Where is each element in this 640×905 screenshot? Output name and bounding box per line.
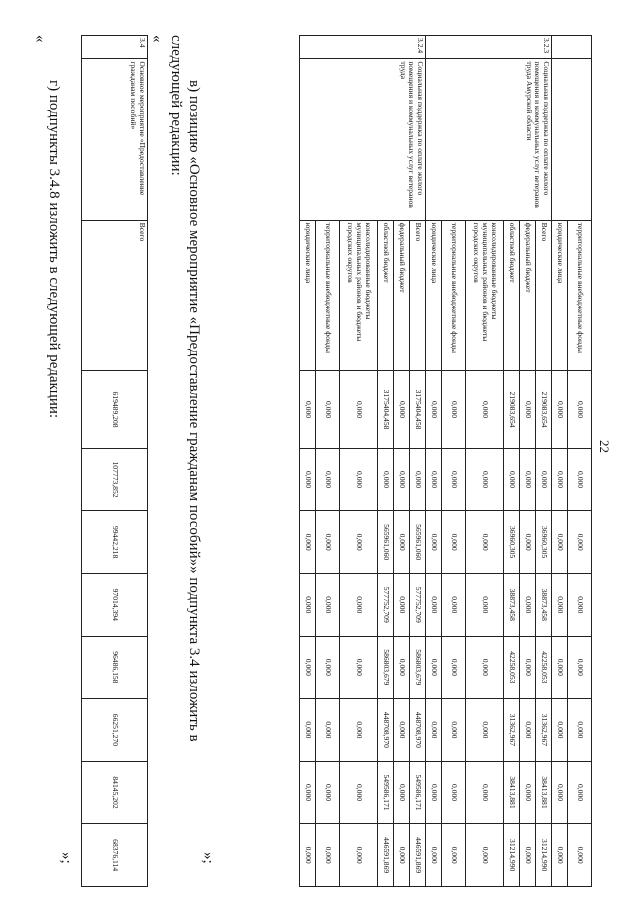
value-cell: 0,000 — [394, 761, 410, 824]
value-cell: 0,000 — [300, 371, 316, 448]
rotated-page — [32, 20, 612, 895]
value-cell: 0,000 — [394, 699, 410, 762]
measure-table — [81, 35, 148, 887]
value-cell: 0,000 — [552, 636, 568, 699]
paragraph-v-continued: следующей редакции: — [168, 35, 184, 176]
value-cell: 0,000 — [340, 761, 378, 824]
value-cell: 3175404,458 — [410, 371, 426, 448]
value-cell: 0,000 — [520, 636, 536, 699]
value-cell: 577752,709 — [410, 573, 426, 636]
funding-source: юридические лица — [426, 220, 442, 371]
funding-source: областной бюджет — [504, 220, 520, 371]
item-number — [552, 36, 592, 59]
open-quote-2: « — [32, 35, 48, 43]
table-row — [82, 36, 148, 887]
value-cell: 448708,970 — [378, 699, 394, 762]
value-cell: 0,000 — [394, 511, 410, 574]
value-cell: 0,000 — [568, 371, 592, 448]
value-cell: 0,000 — [552, 573, 568, 636]
item-name: Социальная поддержка по оплате жилого помещения и коммунальных услуг ветеранов труда Амурской области — [426, 59, 552, 220]
value-cell: 219083,654 — [536, 371, 552, 448]
value-cell: 38413,881 — [536, 761, 552, 824]
funding-table — [299, 35, 592, 887]
value-cell: 0,000 — [568, 824, 592, 887]
value-cell: 3175404,458 — [378, 371, 394, 448]
value-cell: 42258,053 — [504, 636, 520, 699]
value-cell: 38413,881 — [504, 761, 520, 824]
value-cell: 0,000 — [552, 699, 568, 762]
funding-source: Всего — [536, 220, 552, 371]
value-cell: 0,000 — [316, 371, 340, 448]
value-cell: 0,000 — [340, 636, 378, 699]
value-cell: 68376,114 — [82, 824, 148, 887]
value-cell: 0,000 — [316, 573, 340, 636]
funding-source: областной бюджет — [378, 220, 394, 371]
value-cell: 0,000 — [568, 448, 592, 511]
value-cell: 565961,060 — [378, 511, 394, 574]
value-cell: 0,000 — [442, 371, 466, 448]
funding-source: федеральный бюджет — [520, 220, 536, 371]
value-cell: 0,000 — [442, 448, 466, 511]
value-cell: 0,000 — [340, 511, 378, 574]
value-cell: 0,000 — [316, 511, 340, 574]
value-cell: 0,000 — [552, 761, 568, 824]
value-cell: 0,000 — [300, 636, 316, 699]
value-cell: 0,000 — [340, 699, 378, 762]
value-cell: 0,000 — [300, 824, 316, 887]
value-cell: 577752,709 — [378, 573, 394, 636]
item-number: 3.2.3 — [426, 36, 552, 59]
value-cell: 0,000 — [378, 448, 394, 511]
item-name — [552, 59, 592, 220]
value-cell: 107773,852 — [82, 448, 148, 511]
value-cell: 549586,171 — [378, 761, 394, 824]
value-cell: 0,000 — [568, 636, 592, 699]
value-cell: 0,000 — [410, 448, 426, 511]
page-number: 22 — [597, 440, 612, 453]
value-cell: 0,000 — [536, 448, 552, 511]
value-cell: 36960,305 — [536, 511, 552, 574]
value-cell: 0,000 — [504, 448, 520, 511]
closing-quote-2: »; — [58, 852, 74, 864]
value-cell: 0,000 — [316, 699, 340, 762]
value-cell: 0,000 — [552, 371, 568, 448]
value-cell: 31362,967 — [536, 699, 552, 762]
funding-source: консолидированные бюджеты муниципальных районов и бюджеты городских округов — [466, 220, 504, 371]
table-row — [536, 36, 552, 887]
value-cell: 96486,158 — [82, 636, 148, 699]
measure-number: 3.4 — [82, 36, 148, 59]
paragraph-g: г) подпункты 3.4.8 изложить в следующей редакции: — [46, 80, 62, 419]
value-cell: 0,000 — [466, 636, 504, 699]
value-cell: 38873,458 — [504, 573, 520, 636]
value-cell: 0,000 — [520, 448, 536, 511]
value-cell: 0,000 — [394, 636, 410, 699]
value-cell: 0,000 — [300, 761, 316, 824]
value-cell: 549586,171 — [410, 761, 426, 824]
item-number: 3.2.4 — [300, 36, 426, 59]
funding-source: территориальные внебюджетные фонды — [316, 220, 340, 371]
value-cell: 586803,679 — [410, 636, 426, 699]
value-cell: 0,000 — [442, 511, 466, 574]
value-cell: 0,000 — [568, 511, 592, 574]
value-cell: 0,000 — [552, 824, 568, 887]
funding-source: консолидированные бюджеты муниципальных районов и бюджеты городских округов — [340, 220, 378, 371]
value-cell: 446591,869 — [378, 824, 394, 887]
value-cell: 0,000 — [300, 448, 316, 511]
value-cell: 0,000 — [426, 761, 442, 824]
value-cell: 0,000 — [394, 824, 410, 887]
value-cell: 0,000 — [426, 448, 442, 511]
value-cell: 565961,060 — [410, 511, 426, 574]
value-cell: 0,000 — [426, 699, 442, 762]
value-cell: 38873,458 — [536, 573, 552, 636]
value-cell: 31214,990 — [504, 824, 520, 887]
value-cell: 0,000 — [466, 573, 504, 636]
value-cell: 619489,208 — [82, 371, 148, 448]
value-cell: 219083,654 — [504, 371, 520, 448]
funding-source: Всего — [410, 220, 426, 371]
value-cell: 31214,990 — [536, 824, 552, 887]
value-cell: 0,000 — [442, 761, 466, 824]
measure-name: Основное мероприятие «Предоставление гражданам пособий» — [82, 59, 148, 220]
funding-source: юридические лица — [552, 220, 568, 371]
value-cell: 0,000 — [316, 448, 340, 511]
value-cell: 0,000 — [426, 371, 442, 448]
value-cell: 0,000 — [520, 371, 536, 448]
value-cell: 36960,305 — [504, 511, 520, 574]
value-cell: 0,000 — [426, 573, 442, 636]
value-cell: 0,000 — [426, 824, 442, 887]
item-name: Социальная поддержка по оплате жилого помещения и коммунальных услуг ветеранов труда — [300, 59, 426, 220]
value-cell: 42258,053 — [536, 636, 552, 699]
value-cell: 0,000 — [300, 699, 316, 762]
value-cell: 0,000 — [340, 573, 378, 636]
value-cell: 0,000 — [426, 511, 442, 574]
paragraph-v: в) позицию «Основное мероприятие «Предоставление гражданам пособий»» подпункта 3.4 изложить в — [186, 80, 202, 742]
value-cell: 0,000 — [466, 511, 504, 574]
value-cell: 0,000 — [466, 761, 504, 824]
value-cell: 446591,869 — [410, 824, 426, 887]
funding-source: федеральный бюджет — [394, 220, 410, 371]
value-cell: 0,000 — [394, 448, 410, 511]
value-cell: 0,000 — [466, 448, 504, 511]
value-cell: 99442,218 — [82, 511, 148, 574]
value-cell: 0,000 — [552, 448, 568, 511]
funding-source: территориальные внебюджетные фонды — [568, 220, 592, 371]
value-cell: 0,000 — [394, 573, 410, 636]
value-cell: 0,000 — [466, 699, 504, 762]
value-cell: 0,000 — [466, 371, 504, 448]
value-cell: 0,000 — [300, 573, 316, 636]
value-cell: 0,000 — [340, 448, 378, 511]
value-cell: 0,000 — [442, 824, 466, 887]
value-cell: 97014,394 — [82, 573, 148, 636]
value-cell: 0,000 — [340, 824, 378, 887]
funding-source: юридические лица — [300, 220, 316, 371]
funding-source: Всего — [82, 220, 148, 371]
value-cell: 0,000 — [520, 761, 536, 824]
value-cell: 0,000 — [568, 761, 592, 824]
table-row — [568, 36, 592, 887]
value-cell: 0,000 — [316, 761, 340, 824]
value-cell: 31362,967 — [504, 699, 520, 762]
value-cell: 0,000 — [442, 636, 466, 699]
value-cell: 0,000 — [568, 699, 592, 762]
value-cell: 586803,679 — [378, 636, 394, 699]
value-cell: 0,000 — [520, 824, 536, 887]
value-cell: 0,000 — [520, 573, 536, 636]
funding-source: территориальные внебюджетные фонды — [442, 220, 466, 371]
closing-quote-1: »; — [200, 852, 216, 864]
value-cell: 0,000 — [568, 573, 592, 636]
value-cell: 0,000 — [442, 699, 466, 762]
value-cell: 0,000 — [552, 511, 568, 574]
value-cell: 0,000 — [394, 371, 410, 448]
value-cell: 84145,202 — [82, 761, 148, 824]
value-cell: 0,000 — [520, 699, 536, 762]
open-quote-1: « — [149, 35, 165, 43]
value-cell: 0,000 — [466, 824, 504, 887]
document-page — [32, 20, 612, 895]
value-cell: 0,000 — [316, 824, 340, 887]
value-cell: 0,000 — [520, 511, 536, 574]
value-cell: 0,000 — [340, 371, 378, 448]
table-row — [410, 36, 426, 887]
value-cell: 0,000 — [316, 636, 340, 699]
value-cell: 448708,970 — [410, 699, 426, 762]
value-cell: 0,000 — [442, 573, 466, 636]
value-cell: 0,000 — [300, 511, 316, 574]
value-cell: 66251,270 — [82, 699, 148, 762]
value-cell: 0,000 — [426, 636, 442, 699]
